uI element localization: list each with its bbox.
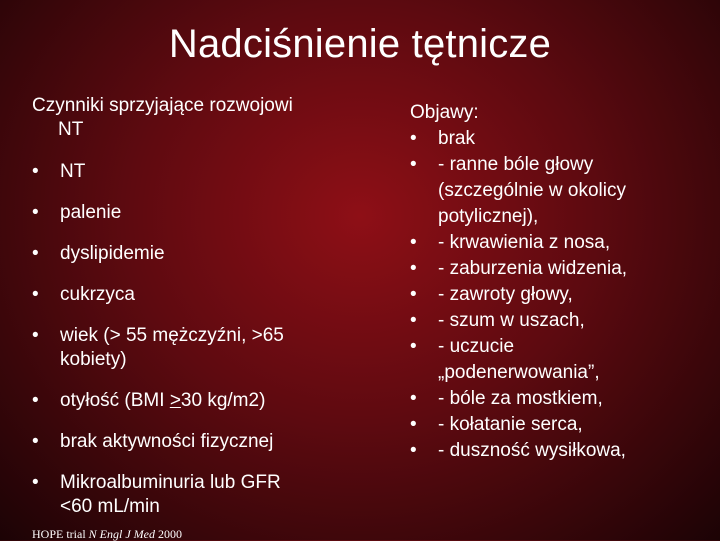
item-text: Mikroalbuminuria lub GFR (60, 472, 281, 493)
list-item (410, 438, 710, 464)
bullet-icon: • (32, 202, 39, 223)
citation-prefix: HOPE trial (32, 527, 89, 541)
citation-year: 2000 (155, 527, 182, 541)
item-text: - ranne bóle głowy (438, 154, 594, 175)
list-item (32, 324, 382, 372)
list-item (410, 412, 710, 438)
list-item (32, 389, 382, 413)
list-item (32, 242, 382, 266)
item-text-continued: (szczególnie w okolicy (438, 180, 626, 201)
item-text: - duszność wysiłkowa, (438, 440, 626, 461)
list-item (410, 334, 710, 386)
list-item (32, 283, 382, 307)
citation-footer (32, 527, 182, 541)
bullet-icon: • (410, 232, 417, 253)
item-text: palenie (60, 202, 122, 223)
bullet-icon: • (32, 243, 39, 264)
item-text: brak aktywności fizycznej (60, 431, 274, 452)
bullet-icon: • (410, 284, 417, 305)
greater-or-equal-symbol: > (169, 390, 181, 411)
item-text: - bóle za mostkiem, (438, 388, 603, 409)
item-text: cukrzyca (60, 284, 135, 305)
item-text: - zaburzenia widzenia, (438, 258, 628, 279)
symptoms-column (410, 100, 710, 464)
bullet-icon: • (32, 325, 39, 346)
bullet-icon: • (32, 161, 39, 182)
item-text: otyłość (BMI (60, 390, 170, 411)
item-text-continued: kobiety) (60, 349, 127, 370)
bullet-icon: • (410, 388, 417, 409)
symptoms-heading: Objawy: (410, 102, 479, 123)
list-item (410, 256, 710, 282)
list-item (32, 471, 382, 519)
bullet-icon: • (410, 154, 417, 175)
bullet-icon: • (410, 128, 417, 149)
citation-journal: N Engl J Med (88, 527, 155, 541)
bullet-icon: • (32, 472, 39, 493)
item-text: - szum w uszach, (438, 310, 585, 331)
risk-factors-heading-line2: NT (58, 119, 84, 140)
bullet-icon: • (410, 414, 417, 435)
list-item (410, 126, 710, 152)
slide-title: Nadciśnienie tętnicze (168, 22, 552, 66)
bullet-icon: • (32, 390, 39, 411)
bullet-icon: • (410, 258, 417, 279)
item-text: - uczucie (438, 336, 515, 357)
list-item (410, 230, 710, 256)
item-text: - krwawienia z nosa, (438, 232, 611, 253)
list-item (410, 308, 710, 334)
bullet-icon: • (410, 310, 417, 331)
item-text: wiek (> 55 mężczyźni, >65 (60, 325, 284, 346)
item-text: dyslipidemie (60, 243, 165, 264)
symptoms-list (410, 126, 710, 464)
risk-factors-list (32, 160, 382, 519)
bullet-icon: • (410, 440, 417, 461)
item-text: - zawroty głowy, (438, 284, 573, 305)
list-item (32, 430, 382, 454)
item-text-continued: <60 mL/min (60, 496, 160, 517)
risk-factors-column (32, 94, 382, 536)
risk-factors-heading-line1: Czynniki sprzyjające rozwojowi (32, 95, 293, 116)
item-text-continued: potylicznej), (438, 206, 539, 227)
list-item (410, 152, 710, 230)
bullet-icon: • (410, 336, 417, 357)
item-text: - kołatanie serca, (438, 414, 583, 435)
list-item (32, 160, 382, 184)
list-item (410, 386, 710, 412)
item-text: brak (438, 128, 475, 149)
risk-factors-heading (32, 94, 382, 142)
list-item (410, 282, 710, 308)
item-text-continued: „podenerwowania”, (438, 362, 600, 383)
list-item (32, 201, 382, 225)
item-text: NT (60, 161, 86, 182)
item-text-suffix: 30 kg/m2) (180, 390, 266, 411)
bullet-icon: • (32, 284, 39, 305)
bullet-icon: • (32, 431, 39, 452)
